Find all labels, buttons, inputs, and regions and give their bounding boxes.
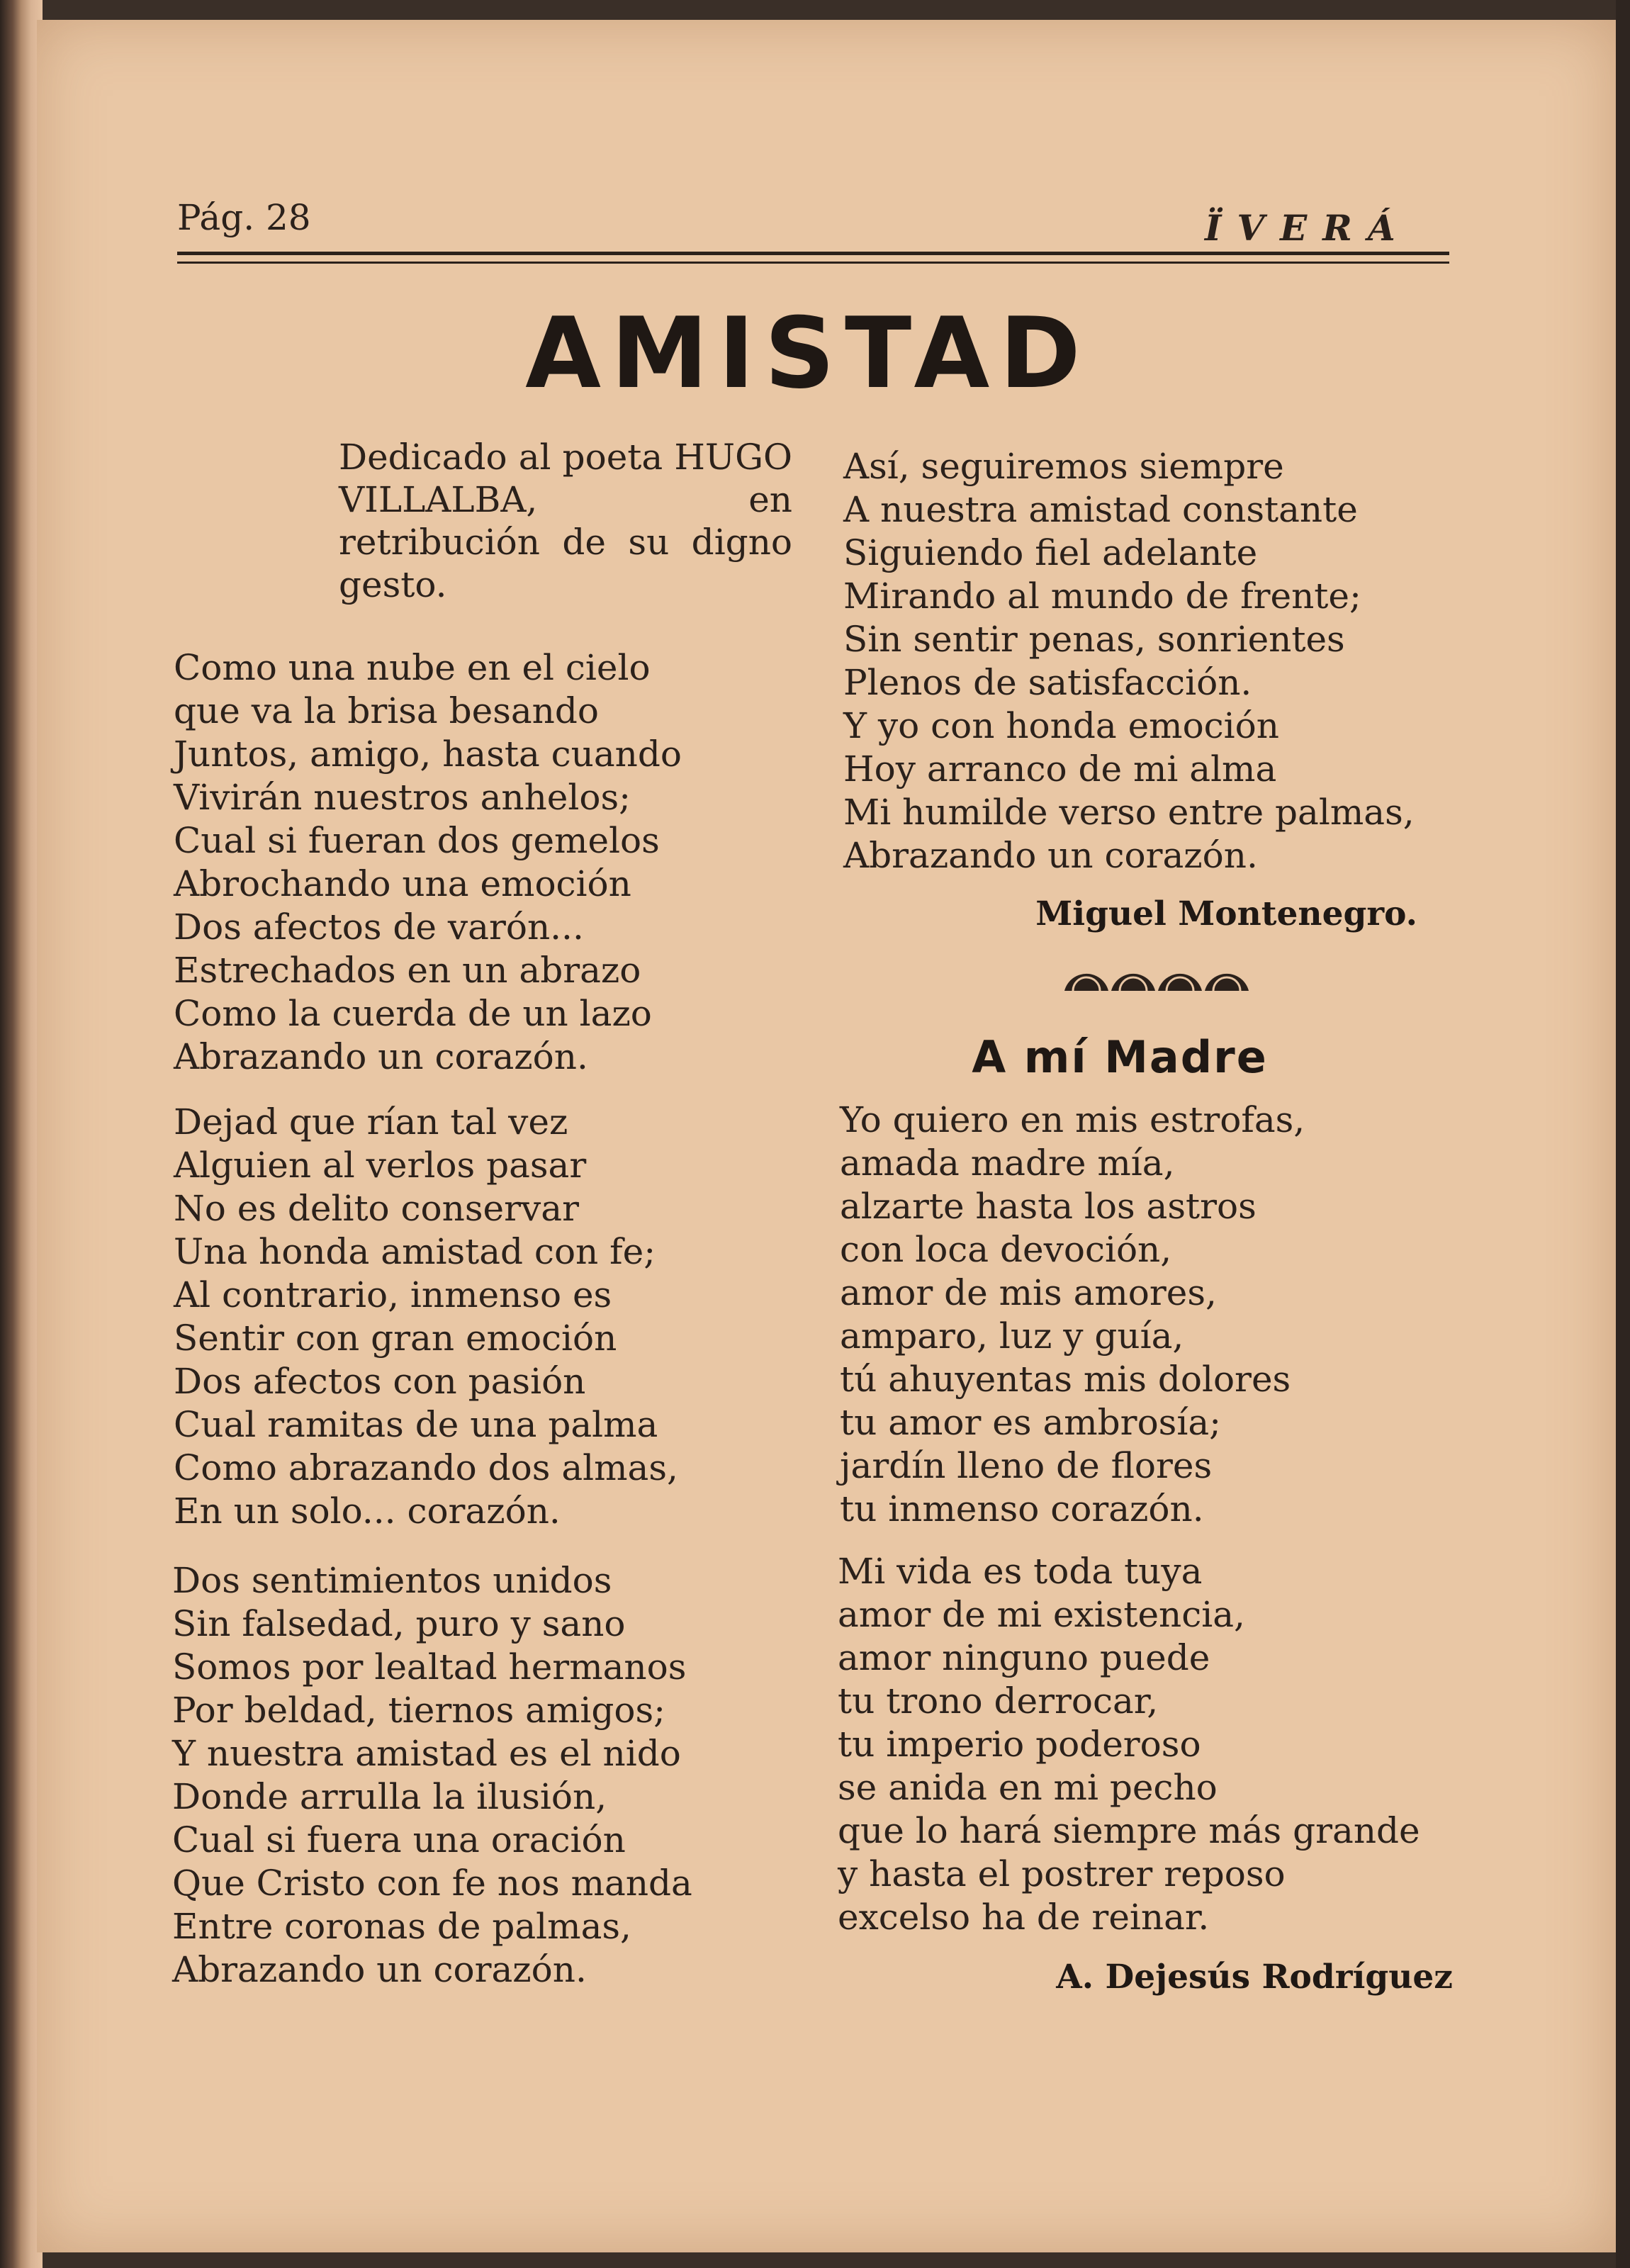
verse-line: Abrochando una emoción xyxy=(174,863,631,904)
verse-line: Mi humilde verso entre palmas, xyxy=(843,792,1415,833)
verse-line: tú ahuyentas mis dolores xyxy=(840,1359,1291,1400)
verse-line: Como la cuerda de un lazo xyxy=(174,993,652,1034)
magazine-title: ÏVERÁ xyxy=(1205,207,1411,249)
verse-line: tu imperio poderoso xyxy=(838,1724,1201,1765)
header-rule xyxy=(177,252,1449,255)
poem-title-2: A mí Madre xyxy=(972,1031,1268,1083)
verse-line: Sin falsedad, puro y sano xyxy=(172,1603,626,1644)
verse-line: amor ninguno puede xyxy=(838,1637,1210,1678)
verse-line: con loca devoción, xyxy=(840,1229,1172,1270)
verse-line: Sin sentir penas, sonrientes xyxy=(843,619,1345,660)
header-rule-thin xyxy=(177,262,1449,264)
ornament-divider xyxy=(1063,962,1250,992)
verse-line: que va la brisa besando xyxy=(174,690,599,731)
verse-line: Una honda amistad con fe; xyxy=(174,1231,656,1272)
verse-line: Dos sentimientos unidos xyxy=(172,1560,612,1601)
verse-line: No es delito conservar xyxy=(174,1188,579,1229)
verse-line: Como una nube en el cielo xyxy=(174,647,651,688)
verse-line: Juntos, amigo, hasta cuando xyxy=(174,734,682,775)
verse-line: amor de mis amores, xyxy=(840,1272,1217,1313)
verse-line: alzarte hasta los astros xyxy=(840,1186,1257,1227)
book-spine xyxy=(0,0,43,2268)
verse-line: Cual ramitas de una palma xyxy=(174,1404,658,1445)
verse-line: Somos por lealtad hermanos xyxy=(172,1646,687,1688)
verse-line: que lo hará siempre más grande xyxy=(838,1810,1420,1851)
stanza-6 xyxy=(838,1550,1420,1939)
verse-line: Dos afectos con pasión xyxy=(174,1361,586,1402)
dedication: Dedicado al poeta HUGO VILLALBA, en retribución de su digno gesto. xyxy=(339,437,792,605)
verse-line: tu inmenso corazón. xyxy=(840,1488,1204,1529)
author-signature: Miguel Montenegro. xyxy=(1035,894,1417,933)
stanza-2 xyxy=(174,1101,678,1533)
verse-line: Cual si fueran dos gemelos xyxy=(174,820,660,861)
stanza-3 xyxy=(172,1559,692,1992)
stanza-1 xyxy=(174,646,682,1079)
verse-line: Estrechados en un abrazo xyxy=(174,950,641,991)
verse-line: Y yo con honda emoción xyxy=(843,705,1279,746)
verse-line: Siguiendo fiel adelante xyxy=(843,532,1258,573)
verse-line: tu trono derrocar, xyxy=(838,1680,1159,1722)
verse-line: amor de mi existencia, xyxy=(838,1594,1245,1635)
verse-line: Por beldad, tiernos amigos; xyxy=(172,1690,665,1731)
stanza-5 xyxy=(840,1099,1305,1531)
verse-line: Como abrazando dos almas, xyxy=(174,1447,678,1488)
verse-line: amada madre mía, xyxy=(840,1143,1175,1184)
page-edge xyxy=(1616,0,1630,2268)
verse-line: Al contrario, inmenso es xyxy=(174,1274,612,1315)
verse-line: Abrazando un corazón. xyxy=(172,1949,587,1990)
verse-line: Que Cristo con fe nos manda xyxy=(172,1863,692,1904)
verse-line: se anida en mi pecho xyxy=(838,1767,1218,1808)
verse-line: Sentir con gran emoción xyxy=(174,1318,617,1359)
verse-line: Dos afectos de varón... xyxy=(174,906,584,948)
verse-line: Abrazando un corazón. xyxy=(843,835,1258,876)
verse-line: Cual si fuera una oración xyxy=(172,1819,626,1860)
verse-line: Dejad que rían tal vez xyxy=(174,1101,568,1143)
verse-line: y hasta el postrer reposo xyxy=(838,1853,1286,1894)
verse-line: Mirando al mundo de frente; xyxy=(843,576,1361,617)
verse-line: Abrazando un corazón. xyxy=(174,1036,588,1077)
stanza-4 xyxy=(843,445,1415,877)
verse-line: excelso ha de reinar. xyxy=(838,1897,1210,1938)
verse-line: Yo quiero en mis estrofas, xyxy=(840,1099,1305,1140)
verse-line: Plenos de satisfacción. xyxy=(843,662,1252,703)
verse-line: Donde arrulla la ilusión, xyxy=(172,1776,607,1817)
verse-line: En un solo... corazón. xyxy=(174,1491,561,1532)
verse-line: jardín lleno de flores xyxy=(840,1445,1213,1486)
verse-line: Así, seguiremos siempre xyxy=(843,446,1284,487)
verse-line: tu amor es ambrosía; xyxy=(840,1402,1221,1443)
verse-line: amparo, luz y guía, xyxy=(840,1315,1184,1357)
verse-line: Entre coronas de palmas, xyxy=(172,1906,631,1947)
author-signature-2: A. Dejesús Rodríguez xyxy=(1056,1958,1453,1997)
verse-line: Vivirán nuestros anhelos; xyxy=(174,777,631,818)
verse-line: Mi vida es toda tuya xyxy=(838,1551,1203,1592)
verse-line: A nuestra amistad constante xyxy=(843,489,1358,530)
verse-line: Hoy arranco de mi alma xyxy=(843,748,1277,790)
verse-line: Alguien al verlos pasar xyxy=(174,1145,587,1186)
poem-title: AMISTAD xyxy=(525,296,1091,410)
verse-line: Y nuestra amistad es el nido xyxy=(172,1733,681,1774)
page-number: Pág. 28 xyxy=(177,197,311,238)
